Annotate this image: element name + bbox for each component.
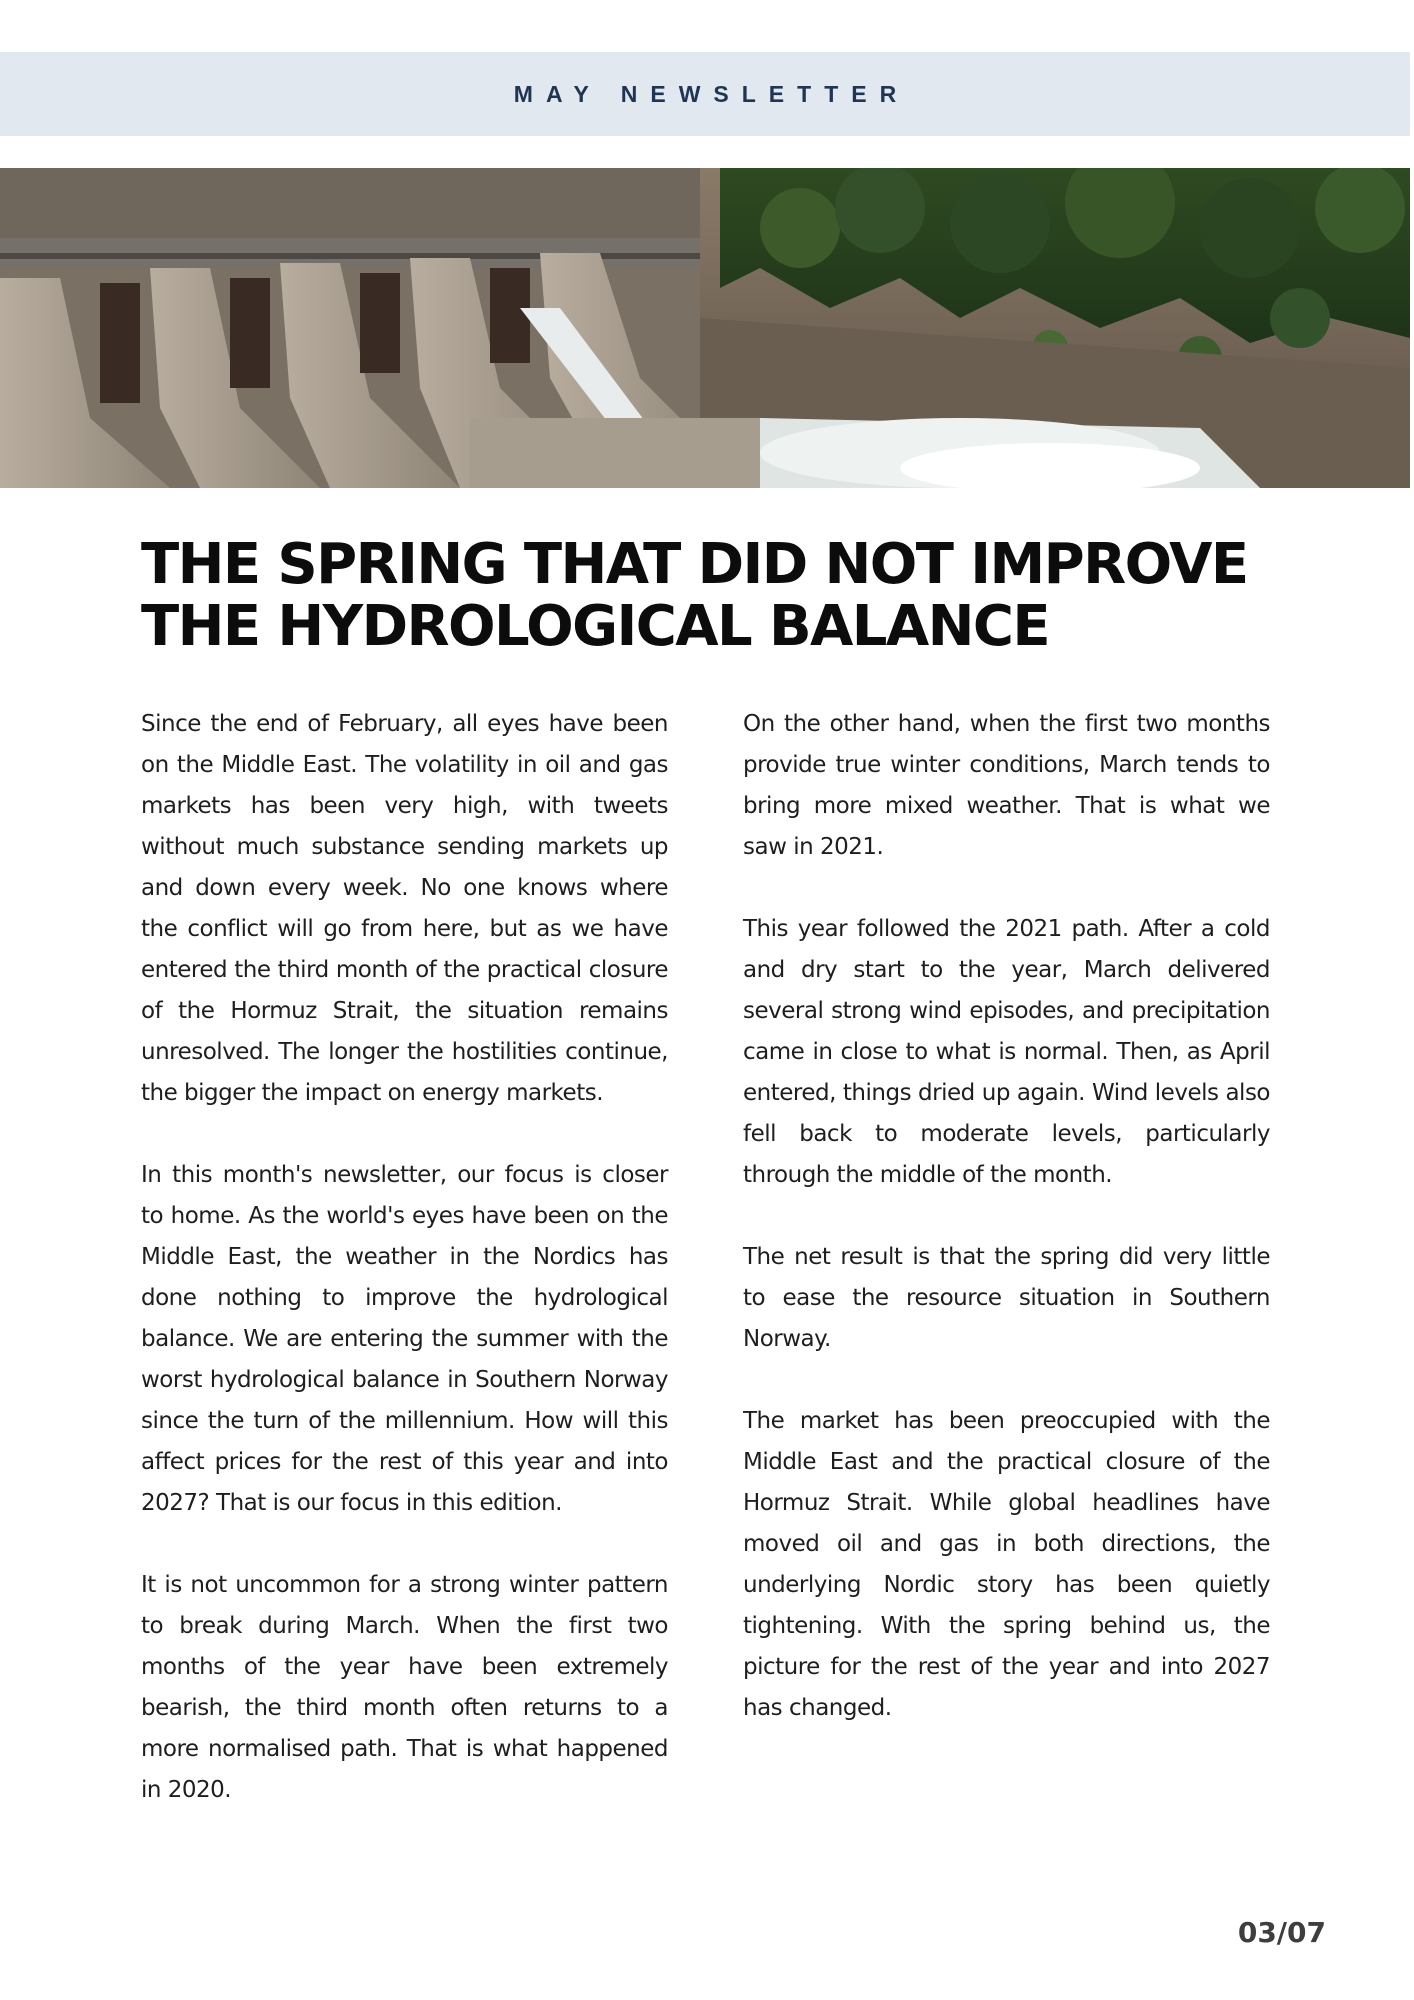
page-number: 03/07	[1237, 1916, 1326, 1949]
paragraph: It is not uncommon for a strong winter pattern to break during March. When the first two months of the year have been extremely bearish, the third month often returns to a more normalised path. That is what happened in 2020.	[141, 1572, 668, 1803]
article-column-left	[141, 704, 668, 1852]
paragraph: Since the end of February, all eyes have been on the Middle East. The volatility in oil and gas markets has been very high, with tweets without much substance sending markets up and down every week. No one knows where the conflict will go from here, but as we have entered the third month of the practical closure of the Hormuz Strait, the situation remains unresolved. The longer the hostilities continue, the bigger the impact on energy markets.	[141, 711, 668, 1106]
article-column-right	[743, 704, 1270, 1770]
paragraph: The market has been preoccupied with the Middle East and the practical closure of the Hormuz Strait. While global headlines have moved oil and gas in both directions, the underlying Nordic story has been quietly tightening. With the spring behind us, the picture for the rest of the year and into 2027 has changed.	[743, 1408, 1270, 1721]
hero-image	[0, 168, 1410, 488]
article-title-line-2: THE HYDROLOGICAL BALANCE	[141, 594, 1050, 659]
hydroelectric-dam-photo	[0, 168, 1410, 488]
paragraph: On the other hand, when the first two months provide true winter conditions, March tends to bring more mixed weather. That is what we saw in 2021.	[743, 711, 1270, 860]
newsletter-banner	[0, 52, 1410, 136]
paragraph: This year followed the 2021 path. After a cold and dry start to the year, March delivered several strong wind episodes, and precipitation came in close to what is normal. Then, as April entered, things dried up again. Wind levels also fell back to moderate levels, particularly through the middle of the month.	[743, 916, 1270, 1188]
article-title-line-1: THE SPRING THAT DID NOT IMPROVE	[141, 532, 1248, 597]
article-title	[141, 534, 1291, 658]
paragraph: In this month's newsletter, our focus is closer to home. As the world's eyes have been on the Middle East, the weather in the Nordics has done nothing to improve the hydrological balance. We are entering the summer with the worst hydrological balance in Southern Norway since the turn of the millennium. How will this affect prices for the rest of this year and into 2027? That is our focus in this edition.	[141, 1162, 668, 1516]
paragraph: The net result is that the spring did very little to ease the resource situation in Southern Norway.	[743, 1244, 1270, 1352]
banner-title: MAY NEWSLETTER	[513, 80, 910, 107]
